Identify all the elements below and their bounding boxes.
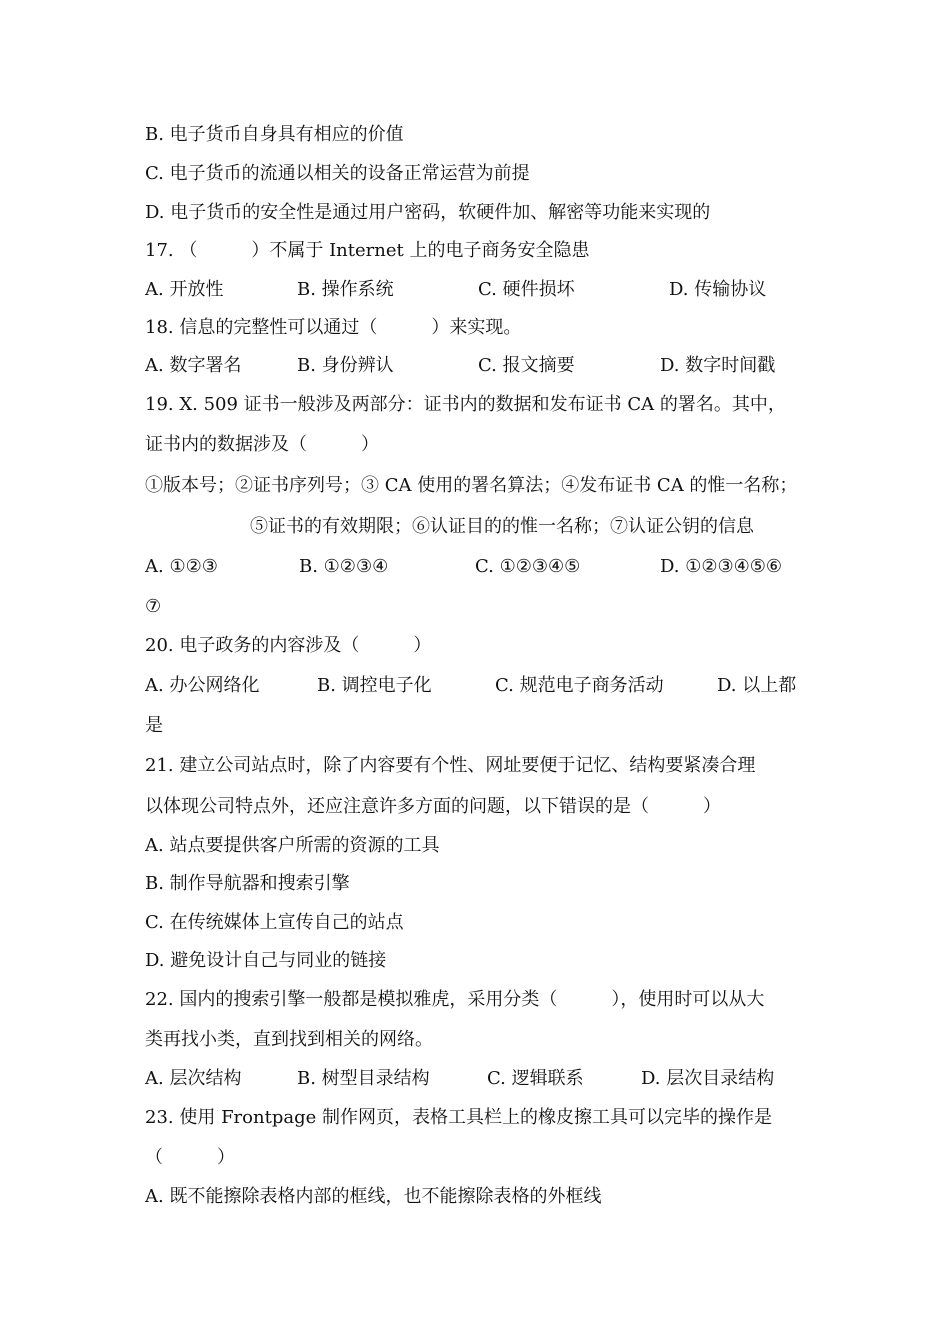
q17-option-a: A. 开放性 (145, 279, 224, 300)
q19-option-d: D. ①②③④⑤⑥ (660, 556, 783, 577)
q21-stem-line1: 21. 建立公司站点时，除了内容要有个性、网址要便于记忆、结构要紧凑合理 (145, 755, 756, 776)
q23-stem-line1: 23. 使用 Frontpage 制作网页，表格工具栏上的橡皮擦工具可以完毕的操作是 (145, 1107, 772, 1128)
q21-option-d: D. 避免设计自己与同业的链接 (145, 950, 387, 971)
q19-option-a: A. ①②③ (145, 556, 218, 577)
q21-option-a: A. 站点要提供客户所需的资源的工具 (145, 835, 440, 856)
q19-stem-line2: 证书内的数据涉及（ ） (145, 434, 379, 455)
q19-stem-line1: 19. X. 509 证书一般涉及两部分：证书内的数据和发布证书 CA 的署名。其中， (145, 394, 786, 415)
q17-stem: 17. （ ）不属于 Internet 上的电子商务安全隐患 (145, 240, 590, 261)
q20-option-a: A. 办公网络化 (145, 675, 260, 696)
q19-options (145, 554, 810, 580)
q22-option-c: C. 逻辑联系 (487, 1068, 584, 1089)
q20-options (145, 673, 810, 699)
q21-stem-line2: 以体现公司特点外，还应注意许多方面的问题，以下错误的是（ ） (145, 796, 721, 817)
q17-option-c: C. 硬件损坏 (478, 279, 575, 300)
q16-option-c: C. 电子货币的流通以相关的设备正常运营为前提 (145, 163, 530, 184)
q17-options (145, 277, 805, 303)
q18-option-a: A. 数字署名 (145, 355, 242, 376)
q23-option-a: A. 既不能擦除表格内部的框线，也不能擦除表格的外框线 (145, 1186, 602, 1207)
q22-option-b: B. 树型目录结构 (297, 1068, 430, 1089)
q22-option-d: D. 层次目录结构 (641, 1068, 775, 1089)
q19-option-d-wrap: ⑦ (145, 596, 162, 617)
q20-option-c: C. 规范电子商务活动 (495, 675, 664, 696)
q19-items-line2: ⑤证书的有效期限；⑥认证目的的惟一名称；⑦认证公钥的信息 (250, 516, 754, 537)
q19-option-c: C. ①②③④⑤ (475, 556, 581, 577)
q17-option-b: B. 操作系统 (297, 279, 394, 300)
q22-options (145, 1066, 810, 1092)
q20-option-b: B. 调控电子化 (317, 675, 432, 696)
q20-option-d-wrap: 是 (145, 715, 163, 736)
q18-options (145, 353, 805, 379)
q21-option-b: B. 制作导航器和搜索引擎 (145, 873, 350, 894)
q22-stem-line2: 类再找小类，直到找到相关的网络。 (145, 1029, 433, 1050)
q18-stem: 18. 信息的完整性可以通过（ ）来实现。 (145, 317, 522, 338)
q18-option-c: C. 报文摘要 (478, 355, 575, 376)
q23-stem-line2: （ ） (145, 1147, 235, 1168)
q19-option-b: B. ①②③④ (299, 556, 389, 577)
q16-option-b: B. 电子货币自身具有相应的价值 (145, 124, 404, 145)
q17-option-d: D. 传输协议 (669, 279, 767, 300)
q21-option-c: C. 在传统媒体上宣传自己的站点 (145, 912, 404, 933)
q20-stem: 20. 电子政务的内容涉及（ ） (145, 635, 432, 656)
q22-stem-line1: 22. 国内的搜索引擎一般都是模拟雅虎，采用分类（ ），使用时可以从大 (145, 989, 765, 1010)
q18-option-d: D. 数字时间戳 (660, 355, 776, 376)
q18-option-b: B. 身份辨认 (297, 355, 394, 376)
q20-option-d: D. 以上都 (717, 675, 797, 696)
q19-items-line1: ①版本号；②证书序列号；③ CA 使用的署名算法；④发布证书 CA 的惟一名称； (145, 475, 798, 496)
q22-option-a: A. 层次结构 (145, 1068, 242, 1089)
q16-option-d: D. 电子货币的安全性是通过用户密码，软硬件加、解密等功能来实现的 (145, 202, 711, 223)
